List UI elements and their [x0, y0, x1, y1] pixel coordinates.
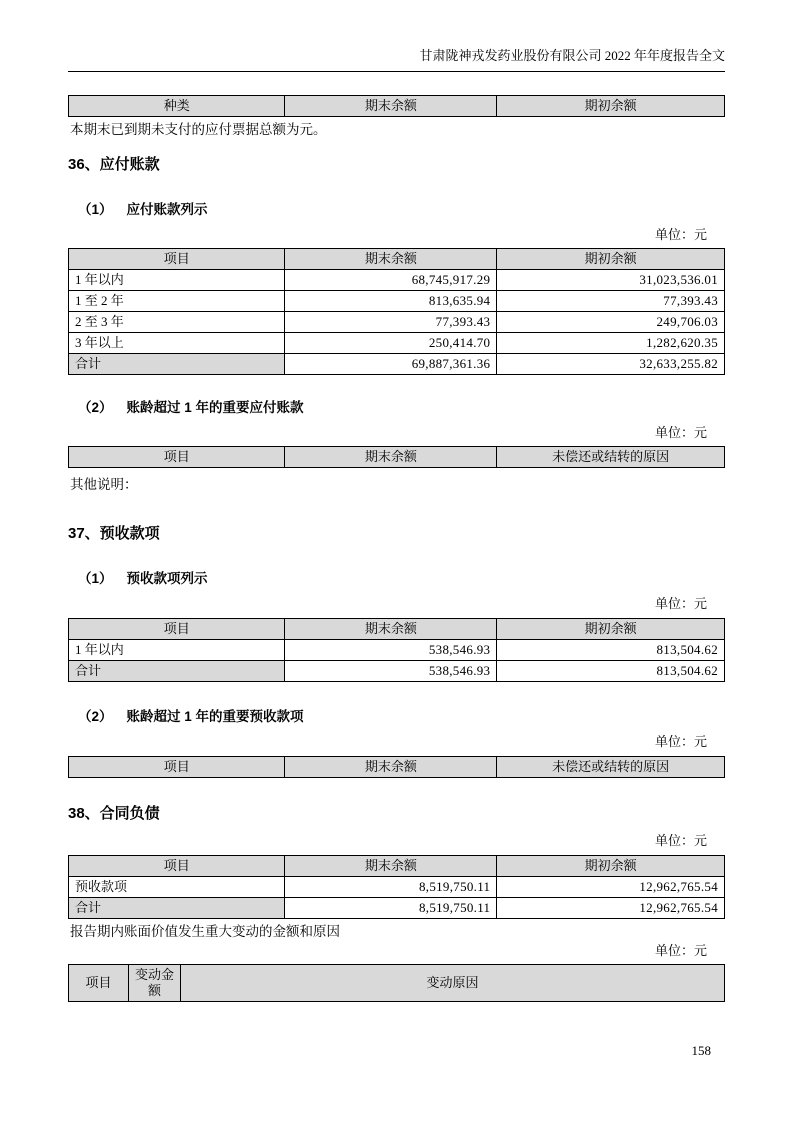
table-row — [69, 312, 725, 333]
accounts-payable-table — [68, 248, 725, 375]
col-header-item: 项目 — [69, 965, 129, 1002]
table-row — [69, 291, 725, 312]
subsection-number: （2） — [78, 709, 113, 724]
ending-balance-value: 250,414.70 — [285, 333, 497, 354]
page-header — [68, 0, 725, 72]
subsection-text: 账龄超过 1 年的重要应付账款 — [126, 400, 304, 415]
row-label: 2 至 3 年 — [69, 312, 285, 333]
subsection-text: 预收款项列示 — [126, 571, 208, 586]
beginning-balance-total: 12,962,765.54 — [497, 898, 725, 919]
col-header-change-reason: 变动原因 — [181, 965, 725, 1002]
table-header-row — [69, 96, 725, 117]
bills-payable-note: 本期末已到期未支付的应付票据总额为元。 — [70, 122, 327, 137]
col-header-beginning-balance: 期初余额 — [497, 249, 725, 270]
table-header-row — [69, 965, 725, 1002]
table-header-row — [69, 619, 725, 640]
table-header-row — [69, 856, 725, 877]
col-header-type: 种类 — [69, 96, 285, 117]
table-row — [69, 877, 725, 898]
unit-label: 单位：元 — [654, 833, 707, 848]
beginning-balance-value: 249,706.03 — [497, 312, 725, 333]
section-37-sub2-title — [68, 708, 725, 726]
col-header-item: 项目 — [69, 249, 285, 270]
table-row — [69, 270, 725, 291]
beginning-balance-value: 12,962,765.54 — [497, 877, 725, 898]
subsection-text: 账龄超过 1 年的重要预收款项 — [126, 709, 304, 724]
col-header-item: 项目 — [69, 447, 285, 468]
table-row — [69, 333, 725, 354]
contract-liabilities-table — [68, 855, 725, 919]
col-header-change-amount: 变动金额 — [129, 965, 181, 1002]
row-label: 3 年以上 — [69, 333, 285, 354]
ending-balance-total: 69,887,361.36 — [285, 354, 497, 375]
ending-balance-value: 68,745,917.29 — [285, 270, 497, 291]
table-header-row — [69, 447, 725, 468]
col-header-item: 项目 — [69, 856, 285, 877]
col-header-ending-balance: 期末余额 — [285, 447, 497, 468]
col-header-ending-balance: 期末余额 — [285, 757, 497, 778]
col-header-ending-balance: 期末余额 — [285, 96, 497, 117]
row-label: 1 至 2 年 — [69, 291, 285, 312]
advances-table — [68, 618, 725, 682]
table-header-row — [69, 249, 725, 270]
ending-balance-total: 538,546.93 — [285, 661, 497, 682]
total-row-label: 合计 — [69, 898, 285, 919]
beginning-balance-value: 77,393.43 — [497, 291, 725, 312]
col-header-ending-balance: 期末余额 — [285, 856, 497, 877]
ending-balance-value: 538,546.93 — [285, 640, 497, 661]
unit-label: 单位：元 — [654, 596, 707, 611]
beginning-balance-value: 1,282,620.35 — [497, 333, 725, 354]
other-note: 其他说明： — [70, 477, 138, 492]
table-total-row — [69, 661, 725, 682]
section-38-title: 38、合同负债 — [68, 805, 160, 822]
table-row — [69, 640, 725, 661]
section-36-sub1-title — [68, 201, 725, 219]
beginning-balance-value: 31,023,536.01 — [497, 270, 725, 291]
subsection-text: 应付账款列示 — [126, 202, 208, 217]
col-header-ending-balance: 期末余额 — [285, 249, 497, 270]
col-header-beginning-balance: 期初余额 — [497, 619, 725, 640]
adv-over-1yr-table — [68, 756, 725, 778]
unit-label: 单位：元 — [654, 943, 707, 958]
row-label: 预收款项 — [69, 877, 285, 898]
row-label: 1 年以内 — [69, 640, 285, 661]
col-header-ending-balance: 期末余额 — [285, 619, 497, 640]
section-36-title: 36、应付账款 — [68, 156, 160, 173]
unit-label: 单位：元 — [654, 227, 707, 242]
page-number: 158 — [691, 1043, 711, 1058]
col-header-unsettled-reason: 未偿还或结转的原因 — [497, 757, 725, 778]
ending-balance-value: 77,393.43 — [285, 312, 497, 333]
table-header-row — [69, 757, 725, 778]
ending-balance-total: 8,519,750.11 — [285, 898, 497, 919]
beginning-balance-value: 813,504.62 — [497, 640, 725, 661]
beginning-balance-total: 32,633,255.82 — [497, 354, 725, 375]
table-total-row — [69, 898, 725, 919]
col-header-beginning-balance: 期初余额 — [497, 856, 725, 877]
subsection-number: （2） — [78, 400, 113, 415]
row-label: 1 年以内 — [69, 270, 285, 291]
section-37-title: 37、预收款项 — [68, 525, 160, 542]
unit-label: 单位：元 — [654, 425, 707, 440]
col-header-item: 项目 — [69, 757, 285, 778]
section-36-sub2-title — [68, 399, 725, 417]
subsection-number: （1） — [78, 571, 113, 586]
col-header-item: 项目 — [69, 619, 285, 640]
ap-over-1yr-table — [68, 446, 725, 468]
subsection-number: （1） — [78, 202, 113, 217]
beginning-balance-total: 813,504.62 — [497, 661, 725, 682]
bill-types-table — [68, 95, 725, 117]
col-header-beginning-balance: 期初余额 — [497, 96, 725, 117]
section-37-sub1-title — [68, 570, 725, 588]
table-total-row — [69, 354, 725, 375]
ending-balance-value: 8,519,750.11 — [285, 877, 497, 898]
change-reason-table — [68, 964, 725, 1002]
total-row-label: 合计 — [69, 354, 285, 375]
unit-label: 单位：元 — [654, 734, 707, 749]
col-header-unsettled-reason: 未偿还或结转的原因 — [497, 447, 725, 468]
carrying-change-note: 报告期内账面价值发生重大变动的金额和原因 — [70, 924, 340, 939]
ending-balance-value: 813,635.94 — [285, 291, 497, 312]
total-row-label: 合计 — [69, 661, 285, 682]
page-header-title: 甘肃陇神戎发药业股份有限公司 2022 年年度报告全文 — [419, 48, 725, 63]
